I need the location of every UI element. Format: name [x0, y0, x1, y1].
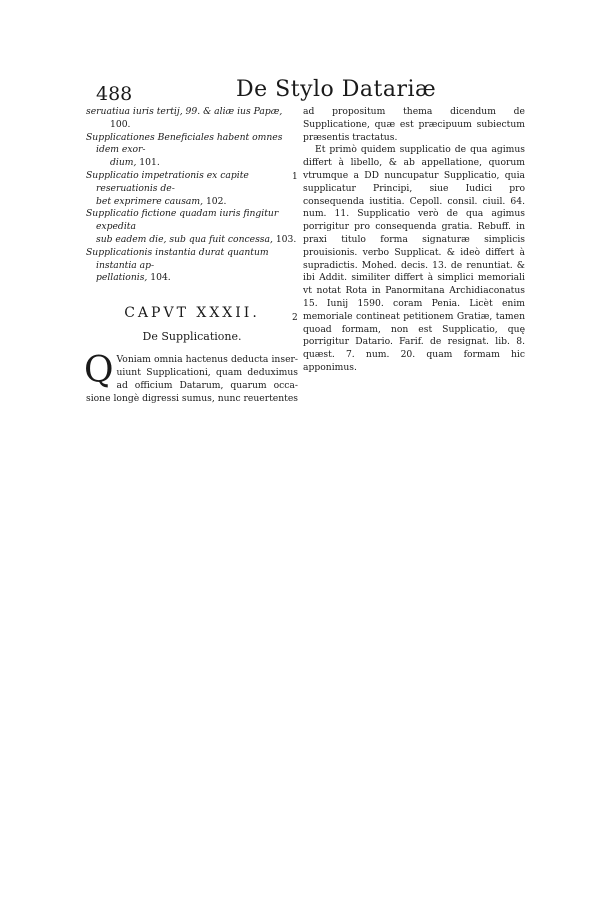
index-entry: seruatiua iuris tertij, 99. & aliæ ius Papæ, [86, 106, 283, 117]
opening-paragraph [84, 350, 299, 405]
opening-text: Voniam omnia hactenus deducta inser-uiunt Supplicationi, quam deduximus ad officium Datarum, quarum occa-sione longè digressi sumus, nunc reuertentes [86, 354, 299, 404]
running-title: De Stylo Datariæ [236, 77, 437, 102]
paragraph-main: Et primò quidem supplicatio de qua agimus differt à libello, & ab appellatione, quorum vtrumque a DD nuncupatur Supplicatio, quia supplicatur Principi, siue Iudici pro consequenda iustitia. Cepoll. consil. ciuil. 64. num. 11. Supplicatio verò de qua agimus porrigitur pro consequenda gratia. Rebuff. in praxi titulo forma signaturæ simplicis prouisionis. verbo Supplicat. & ideò differt à supradictis. Mohed. decis. 13. de renuntiat. & ibi Addit. similiter differt à simplici memoriali vt notat Rota in Panormitana Archidiaconatus 15. Iunij 1590. coram Penia. Licèt enim memoriale contineat petitionem Gratiæ, tamen quoad formam, non est Supplicatio, quę porrigitur Datario. Farif. de resignat. lib. 8. quæst. 7. num. 20. quam formam hic apponimus. [303, 144, 525, 373]
index-entry: sub eadem die, sub qua fuit concessa, 103. [96, 233, 297, 245]
index-entry: Supplicationes Beneficiales habent omnes idem exor- [86, 131, 283, 156]
drop-cap: Q [84, 350, 114, 392]
chapter-subtitle: De Supplicatione. [142, 330, 242, 344]
index-entry: pellationis, 104. [96, 272, 171, 284]
index-entry: Supplicatio fictione quadam iuris fingitur expedita [86, 208, 279, 233]
page-number: 488 [96, 83, 133, 105]
index-entry: Supplicationis instantia durat quantum instantia ap- [86, 246, 269, 271]
index-entry: 100. [110, 118, 131, 130]
right-column [292, 106, 525, 375]
index-entry: bet exprimere causam, 102. [96, 195, 227, 207]
paragraph-continuation: ad propositum thema dicendum de Supplicatione, quæ est præcipuum subiectum præsentis tractatus. [303, 106, 525, 143]
index-entries [86, 106, 298, 285]
index-entry: dium, 101. [110, 157, 160, 169]
chapter-heading: CAPVT XXXII. [124, 305, 260, 322]
margin-note-1: 1 [292, 172, 298, 182]
left-column [86, 106, 298, 405]
index-entry: Supplicatio impetrationis ex capite reseruationis de- [86, 169, 249, 194]
margin-note-2: 2 [292, 313, 298, 323]
